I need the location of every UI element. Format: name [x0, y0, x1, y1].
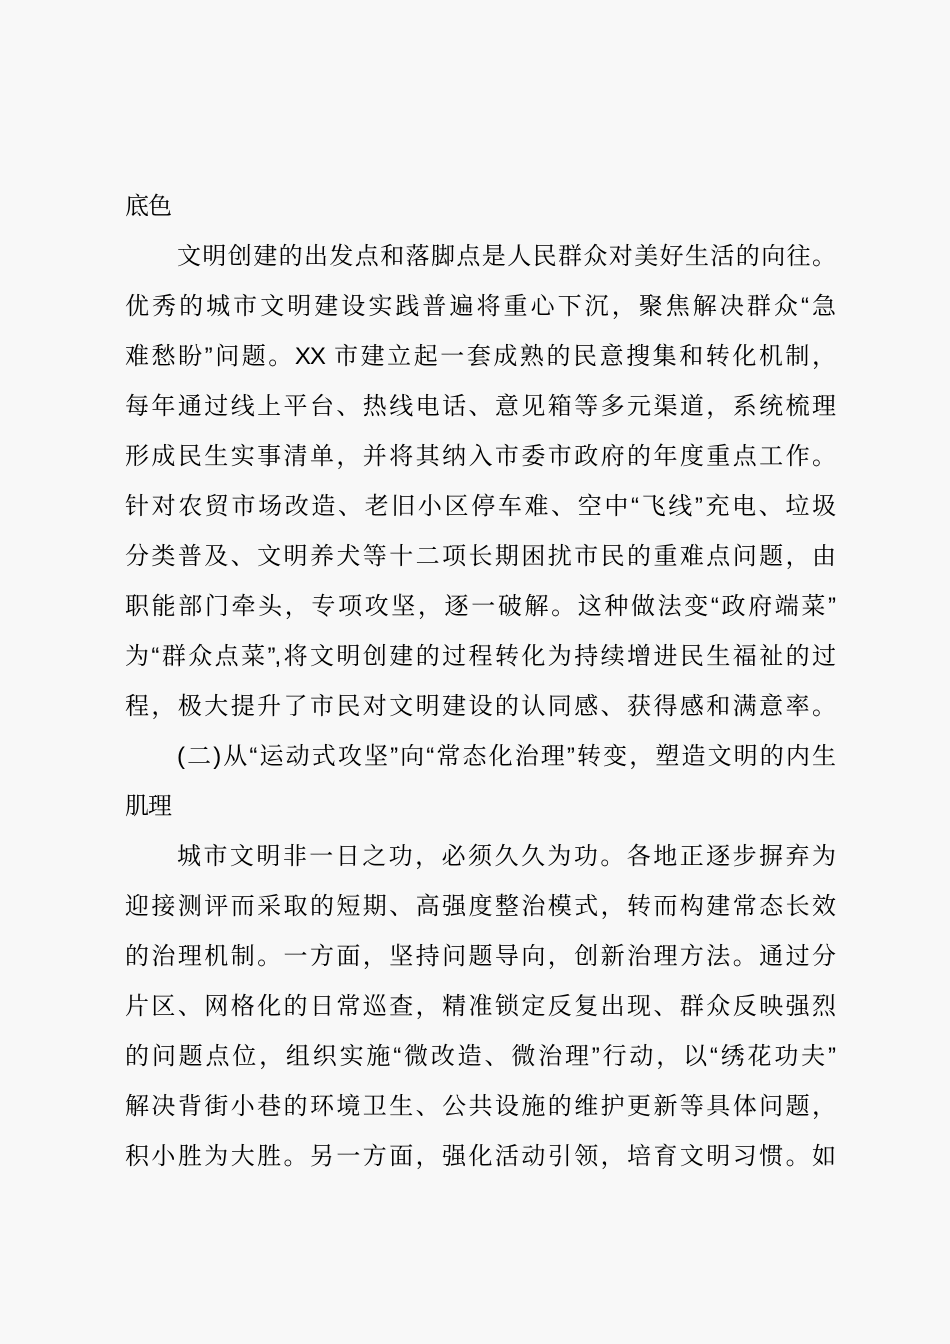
- paragraph-2-line: 积小胜为大胜。另一方面，强化活动引领，培育文明习惯。如: [125, 1143, 835, 1170]
- paragraph-2-line: 城市文明非一日之功，必须久久为功。各地正逐步摒弃为: [177, 843, 835, 870]
- document-text-block: [125, 182, 835, 1182]
- paragraph-2-line: 迎接测评而采取的短期、高强度整治模式，转而构建常态长效: [125, 893, 835, 920]
- paragraph-2-line: 的问题点位，组织实施“微改造、微治理”行动，以“绣花功夫”: [125, 1043, 835, 1070]
- paragraph-1-line: 为“群众点菜”,将文明创建的过程转化为持续增进民生福祉的过: [125, 643, 835, 670]
- paragraph-1-line: 针对农贸市场改造、老旧小区停车难、空中“飞线”充电、垃圾: [125, 493, 835, 520]
- paragraph-1-line: 每年通过线上平台、热线电话、意见箱等多元渠道，系统梳理: [125, 393, 835, 420]
- paragraph-2-line: 解决背街小巷的环境卫生、公共设施的维护更新等具体问题，: [125, 1093, 835, 1120]
- paragraph-2-line: 片区、网格化的日常巡查，精准锁定反复出现、群众反映强烈: [125, 993, 835, 1020]
- heading-1-continuation-line: 底色: [125, 193, 171, 220]
- paragraph-1-line: 分类普及、文明养犬等十二项长期困扰市民的重难点问题，由: [125, 543, 835, 570]
- paragraph-1-line: 职能部门牵头，专项攻坚，逐一破解。这种做法变“政府端菜”: [125, 593, 835, 620]
- paragraph-2-line: 的治理机制。一方面，坚持问题导向，创新治理方法。通过分: [125, 943, 835, 970]
- paragraph-1-line: 难愁盼”问题。XX 市建立起一套成熟的民意搜集和转化机制，: [125, 343, 835, 370]
- heading-2-line: (二)从“运动式攻坚”向“常态化治理”转变，塑造文明的内生: [177, 743, 835, 770]
- heading-2-continuation-line: 肌理: [125, 793, 171, 820]
- paragraph-1-line: 文明创建的出发点和落脚点是人民群众对美好生活的向往。: [177, 243, 835, 270]
- paragraph-1-line: 优秀的城市文明建设实践普遍将重心下沉，聚焦解决群众“急: [125, 293, 835, 320]
- paragraph-1-line: 程，极大提升了市民对文明建设的认同感、获得感和满意率。: [125, 693, 835, 720]
- paragraph-1-line: 形成民生实事清单，并将其纳入市委市政府的年度重点工作。: [125, 443, 835, 470]
